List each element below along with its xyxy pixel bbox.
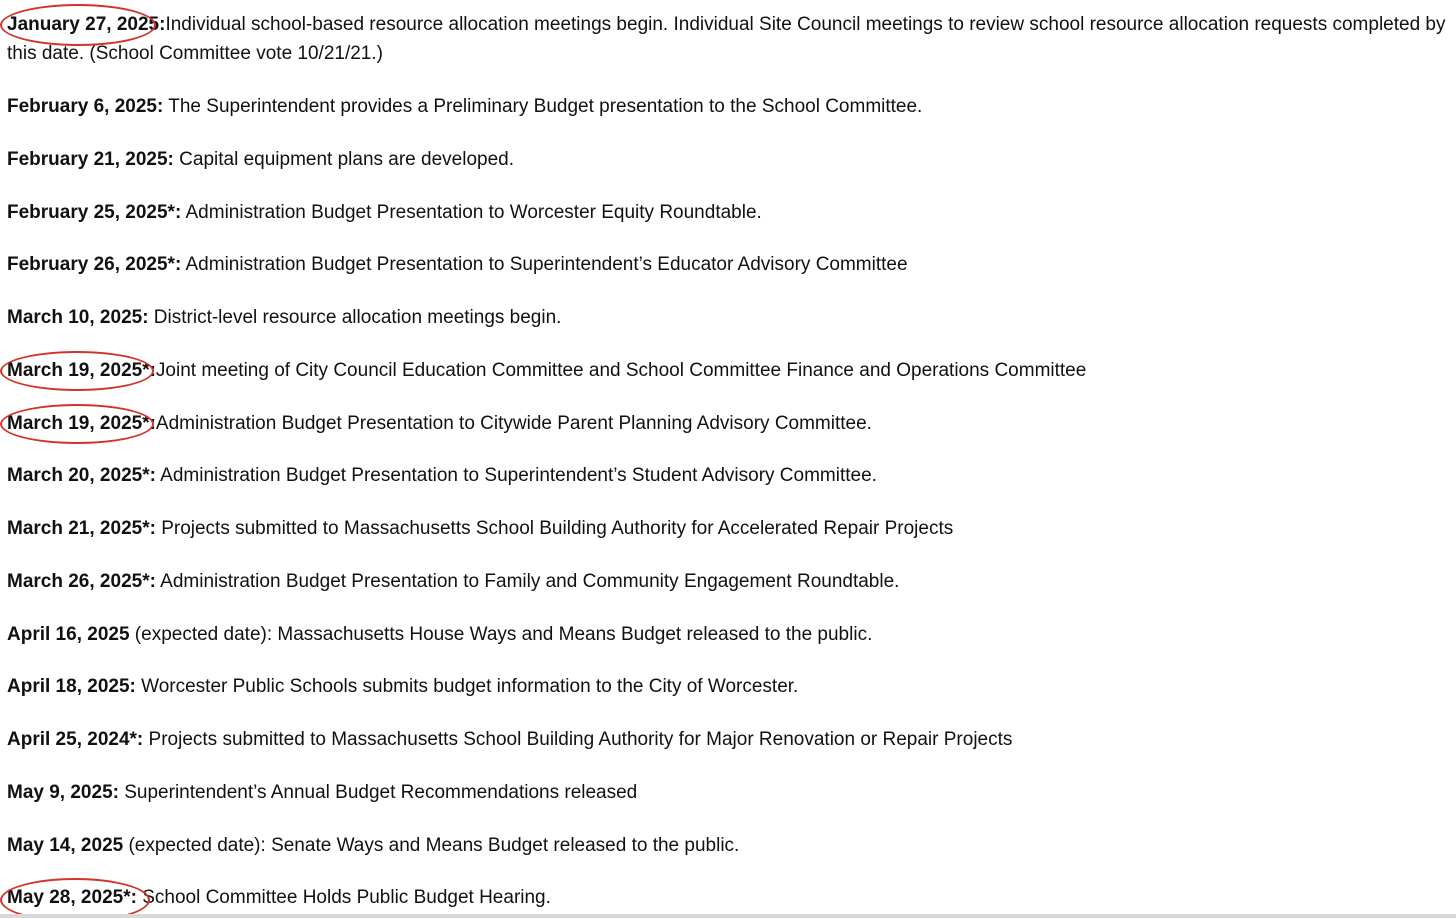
entry-text: (expected date): Massachusetts House Ways and Means Budget released to the public. bbox=[129, 624, 873, 645]
entry-date: April 25, 2024*: bbox=[7, 729, 144, 750]
entry-date: March 19, 2025*: bbox=[7, 360, 156, 381]
entry-text: Individual school-based resource allocation meetings begin. Individual Site Council meetings to review school resource allocation requests completed by this date. (School Committee vote 10/21/21.) bbox=[7, 14, 1446, 64]
entry-date: May 28, 2025*: bbox=[7, 887, 137, 908]
timeline-entry bbox=[7, 778, 1451, 807]
entry-text: Projects submitted to Massachusetts School Building Authority for Major Renovation or Repair Projects bbox=[143, 729, 1013, 750]
entry-date: April 16, 2025 bbox=[7, 624, 130, 645]
entry-text: Worcester Public Schools submits budget information to the City of Worcester. bbox=[135, 676, 799, 697]
timeline-entry bbox=[7, 198, 1451, 227]
timeline-entry bbox=[7, 620, 1451, 649]
entry-date: February 6, 2025: bbox=[7, 96, 164, 117]
timeline-entry bbox=[7, 409, 1451, 438]
entry-text: Administration Budget Presentation to Worcester Equity Roundtable. bbox=[181, 202, 762, 223]
entry-text: Joint meeting of City Council Education Committee and School Committee Finance and Operations Committee bbox=[155, 360, 1087, 381]
entry-text: The Superintendent provides a Preliminary Budget presentation to the School Committee. bbox=[163, 96, 923, 117]
timeline-entry bbox=[7, 303, 1451, 332]
timeline-entry bbox=[7, 883, 1451, 912]
entry-date: March 10, 2025: bbox=[7, 307, 149, 328]
entry-text: Administration Budget Presentation to Superintendent’s Educator Advisory Committee bbox=[181, 254, 908, 275]
entry-text: School Committee Holds Public Budget Hearing. bbox=[136, 887, 551, 908]
entry-date: May 9, 2025: bbox=[7, 782, 119, 803]
timeline-entry bbox=[7, 92, 1451, 121]
timeline-entry bbox=[7, 567, 1451, 596]
timeline-entry bbox=[7, 356, 1451, 385]
cut-off-page-edge bbox=[0, 914, 1456, 918]
entry-text: (expected date): Senate Ways and Means Budget released to the public. bbox=[123, 835, 740, 856]
entry-date: February 21, 2025: bbox=[7, 149, 174, 170]
entry-text: Administration Budget Presentation to Superintendent’s Student Advisory Committee. bbox=[155, 465, 877, 486]
timeline-entry bbox=[7, 672, 1451, 701]
entry-text: Capital equipment plans are developed. bbox=[173, 149, 514, 170]
entry-date: February 25, 2025*: bbox=[7, 202, 182, 223]
entry-date: February 26, 2025*: bbox=[7, 254, 182, 275]
entry-date: April 18, 2025: bbox=[7, 676, 136, 697]
entry-date: March 20, 2025*: bbox=[7, 465, 156, 486]
timeline-entry bbox=[7, 145, 1451, 174]
entry-text: District-level resource allocation meetings begin. bbox=[148, 307, 562, 328]
entry-date: January 27, 2025: bbox=[7, 14, 166, 35]
timeline-entry bbox=[7, 514, 1451, 543]
entry-date: March 19, 2025*: bbox=[7, 413, 156, 434]
entry-date: March 21, 2025*: bbox=[7, 518, 156, 539]
timeline-entry bbox=[7, 250, 1451, 279]
timeline-entry bbox=[7, 10, 1451, 68]
timeline-entry bbox=[7, 725, 1451, 754]
entry-text: Administration Budget Presentation to Family and Community Engagement Roundtable. bbox=[155, 571, 900, 592]
timeline-entry bbox=[7, 831, 1451, 860]
entry-text: Projects submitted to Massachusetts School Building Authority for Accelerated Repair Projects bbox=[155, 518, 954, 539]
entry-date: March 26, 2025*: bbox=[7, 571, 156, 592]
entry-text: Administration Budget Presentation to Citywide Parent Planning Advisory Committee. bbox=[155, 413, 872, 434]
timeline-entry bbox=[7, 461, 1451, 490]
entry-text: Superintendent’s Annual Budget Recommendations released bbox=[118, 782, 638, 803]
entry-date: May 14, 2025 bbox=[7, 835, 124, 856]
